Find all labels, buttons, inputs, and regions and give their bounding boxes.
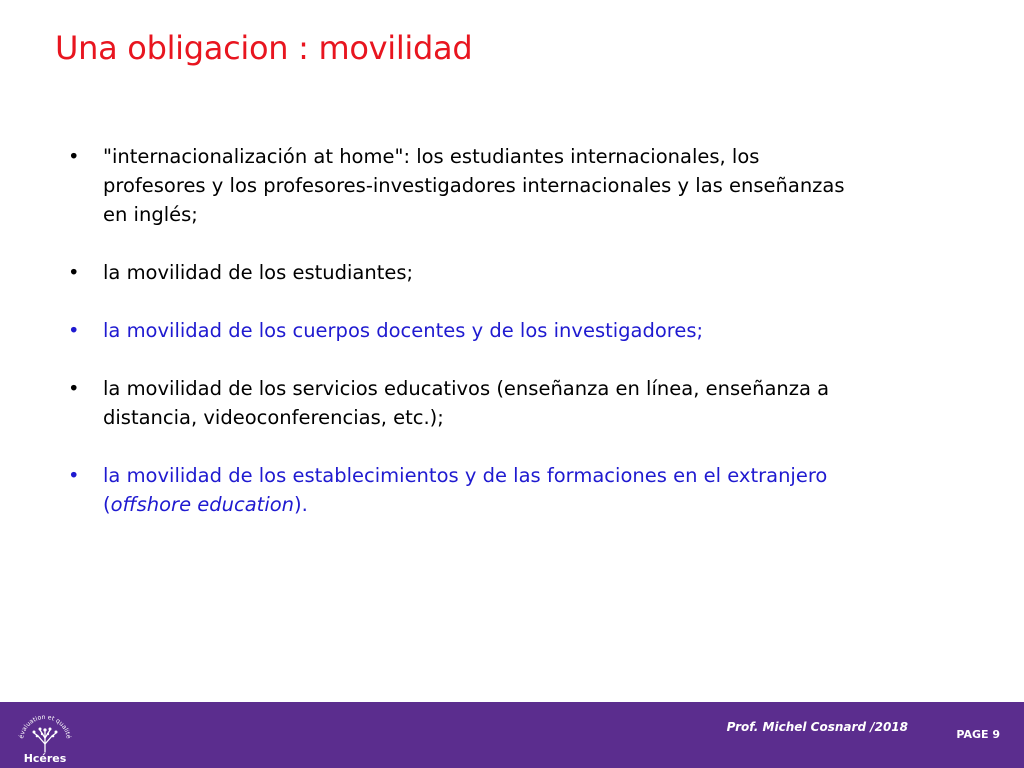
bullet-dot: • bbox=[68, 145, 80, 168]
footer-bar bbox=[0, 702, 1024, 768]
bullet-text: la movilidad de los cuerpos docentes y de los investigadores; bbox=[103, 319, 704, 342]
page-number: PAGE 9 bbox=[956, 728, 1000, 741]
bullet-text: la movilidad de los servicios educativos (enseñanza en línea, enseñanza a distancia, videoconferencias, etc.); bbox=[103, 377, 830, 429]
bullet-item-internacionalizacion bbox=[68, 142, 848, 229]
bullet-text: "internacionalización at home": los estudiantes internacionales, los profesores y los profesores-investigadores internacionales y las enseñanzas en inglés; bbox=[103, 145, 845, 226]
author-credit: Prof. Michel Cosnard /2018 bbox=[726, 720, 908, 734]
bullet-item-movilidad-estudiantes bbox=[68, 258, 848, 287]
bullet-dot: • bbox=[68, 319, 80, 342]
bullet-text bbox=[103, 464, 827, 516]
bullet-list bbox=[68, 142, 848, 548]
bullet-text-before: la movilidad de los establecimientos y de las formaciones en el extranjero ( bbox=[103, 464, 828, 516]
bullet-text-after: ). bbox=[294, 493, 308, 516]
bullet-item-movilidad-establecimientos bbox=[68, 461, 848, 519]
bullet-dot: • bbox=[68, 261, 80, 284]
tree-icon bbox=[34, 730, 56, 752]
bullet-item-movilidad-servicios bbox=[68, 374, 848, 432]
bullet-dot: • bbox=[68, 464, 80, 487]
bullet-text-italic: offshore education bbox=[110, 493, 295, 516]
logo-arc-text: évaluation et qualité bbox=[18, 713, 72, 740]
bullet-dot: • bbox=[68, 377, 80, 400]
hceres-logo bbox=[14, 708, 76, 764]
bullet-item-movilidad-docentes bbox=[68, 316, 848, 345]
logo-brand-text: Hcéres bbox=[23, 752, 67, 764]
bullet-text: la movilidad de los estudiantes; bbox=[103, 261, 414, 284]
slide-title: Una obligacion : movilidad bbox=[55, 29, 473, 67]
